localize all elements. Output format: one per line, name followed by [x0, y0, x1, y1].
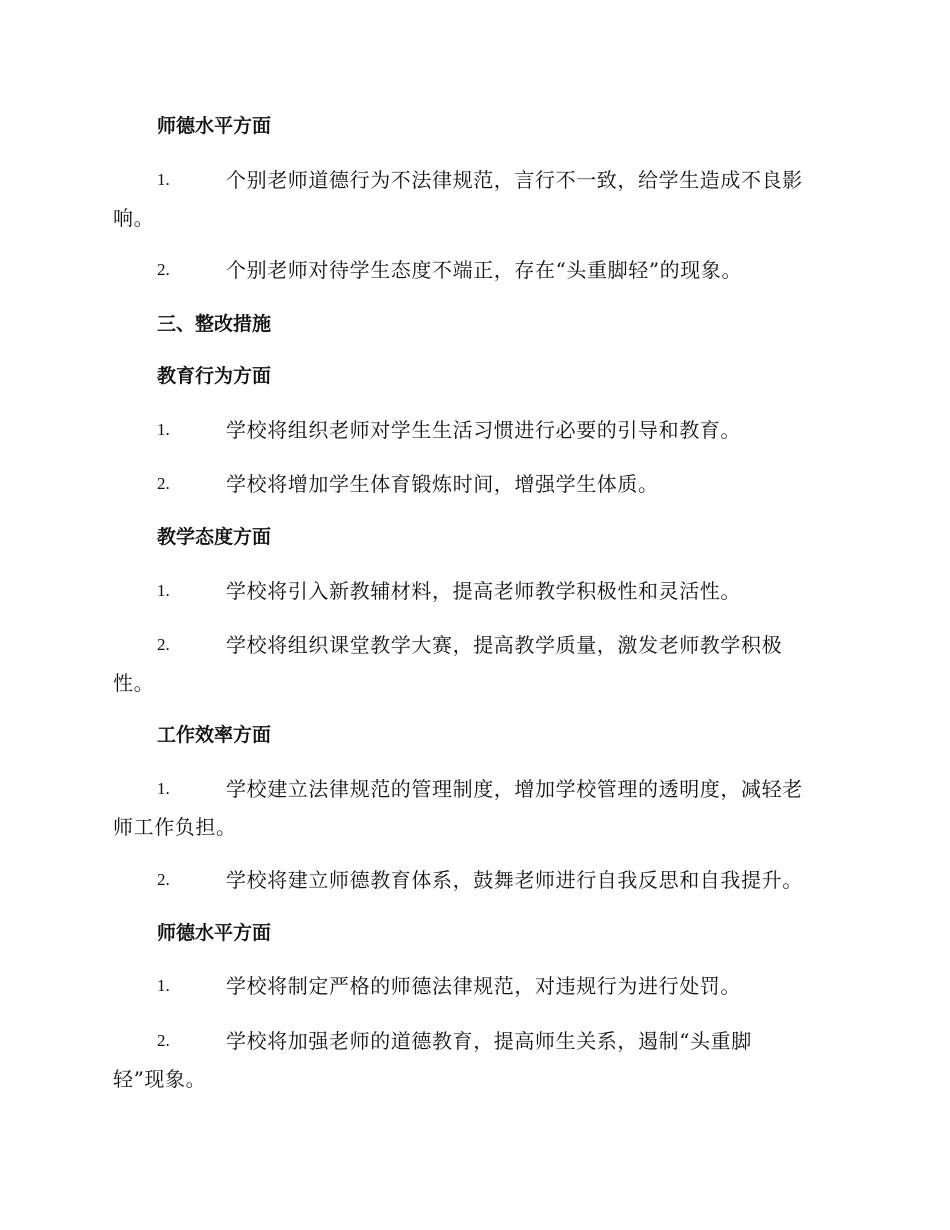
item-text: 学校将组织课堂教学大赛，提高教学质量，激发老师教学积极 — [226, 633, 783, 657]
item-text: 学校将增加学生体育锻炼时间，增强学生体质。 — [226, 472, 659, 496]
item-text: 学校将加强老师的道德教育，提高师生关系，遏制“头重脚 — [226, 1029, 752, 1053]
item-text: 学校建立法律规范的管理制度，增加学校管理的透明度，减轻老 — [226, 777, 803, 801]
item-text: 学校将组织老师对学生生活习惯进行必要的引导和教育。 — [226, 418, 741, 442]
subheading-work-efficiency: 工作效率方面 — [157, 724, 272, 746]
item-number: 2. — [157, 1031, 170, 1050]
item-number: 1. — [157, 976, 170, 995]
item-number: 1. — [157, 420, 170, 439]
item-text-continuation: 轻”现象。 — [113, 1067, 207, 1091]
subheading-education-behavior: 教育行为方面 — [157, 365, 272, 387]
subheading-teacher-ethics: 师德水平方面 — [157, 115, 272, 137]
item-text: 学校将引入新教辅材料，提高老师教学积极性和灵活性。 — [226, 579, 741, 603]
item-number: 2. — [157, 635, 170, 654]
item-number: 2. — [157, 474, 170, 493]
item-number: 2. — [157, 870, 170, 889]
item-number: 1. — [157, 170, 170, 189]
subheading-teaching-attitude: 教学态度方面 — [157, 526, 272, 548]
item-number: 2. — [157, 260, 170, 279]
item-text-continuation: 响。 — [113, 206, 155, 230]
item-text: 学校将建立师德教育体系，鼓舞老师进行自我反思和自我提升。 — [226, 868, 803, 892]
subheading-teacher-ethics-measures: 师德水平方面 — [157, 922, 272, 944]
item-text-continuation: 性。 — [113, 671, 155, 695]
item-text: 个别老师道德行为不法律规范，言行不一致，给学生造成不良影 — [226, 168, 803, 192]
item-text: 学校将制定严格的师德法律规范，对违规行为进行处罚。 — [226, 974, 741, 998]
item-number: 1. — [157, 779, 170, 798]
item-text: 个别老师对待学生态度不端正，存在“头重脚轻”的现象。 — [226, 258, 743, 282]
item-text-continuation: 师工作负担。 — [113, 815, 237, 839]
section-title-rectification: 三、整改措施 — [157, 313, 272, 335]
item-number: 1. — [157, 581, 170, 600]
